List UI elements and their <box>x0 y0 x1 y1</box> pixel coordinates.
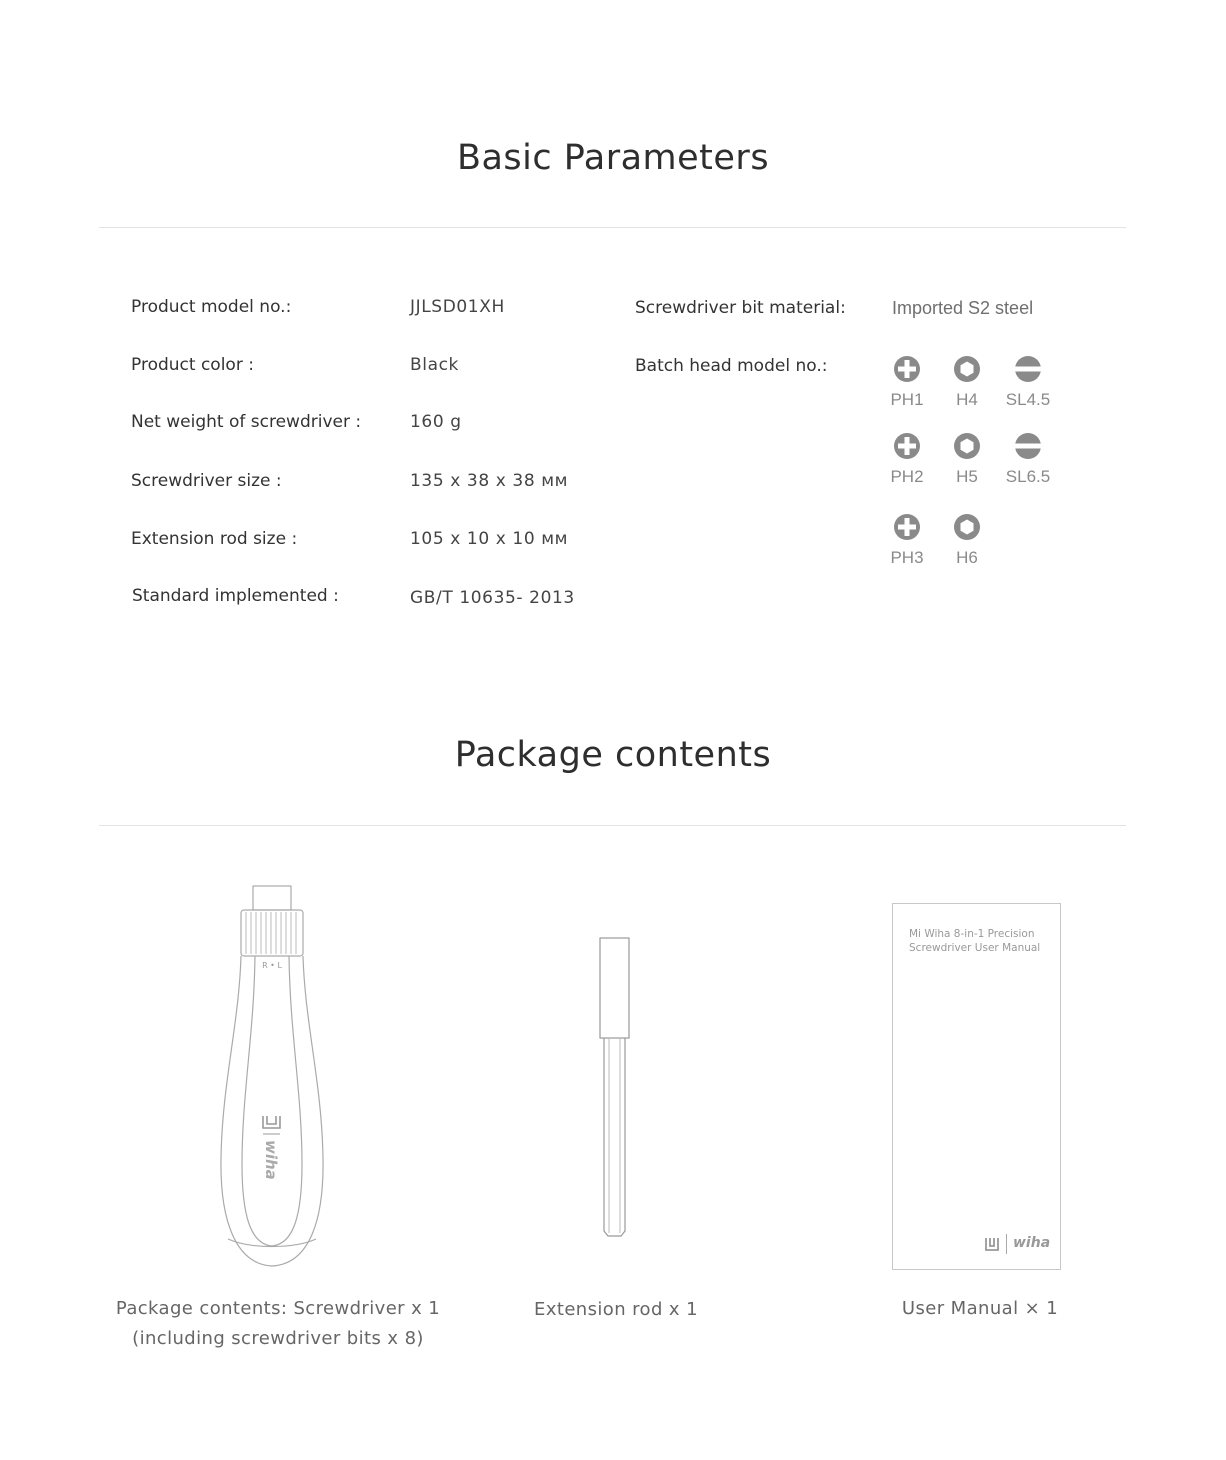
user-manual-illustration <box>892 903 1061 1270</box>
bit-ph1 <box>877 355 937 410</box>
manual-divider <box>1006 1234 1007 1254</box>
param-value-size: 135 x 38 x 38 мм <box>410 471 569 491</box>
manual-title-line2: Screwdriver User Manual <box>909 942 1041 954</box>
bit-material-label: Screwdriver bit material: <box>635 298 846 318</box>
slotted-icon <box>1014 432 1042 460</box>
hex-icon <box>953 513 981 541</box>
bit-label: PH1 <box>890 390 924 409</box>
batch-head-label: Batch head model no.: <box>635 356 828 376</box>
caption-extension-rod <box>480 1295 752 1325</box>
bit-label: H4 <box>956 390 978 409</box>
mi-logo-icon <box>263 1116 280 1128</box>
param-value-rod-size: 105 x 10 x 10 мм <box>410 529 569 549</box>
divider <box>99 825 1126 826</box>
phillips-icon <box>893 432 921 460</box>
phillips-icon <box>893 513 921 541</box>
caption-line: Package contents: Screwdriver x 1 <box>115 1298 441 1319</box>
caption-line: (including screwdriver bits x 8) <box>132 1328 424 1349</box>
bit-label: PH2 <box>890 467 924 486</box>
caption-screwdriver <box>100 1294 456 1354</box>
hex-icon <box>953 355 981 383</box>
param-label-rod-size: Extension rod size : <box>131 529 298 549</box>
bit-label: PH3 <box>890 548 924 567</box>
basic-parameters-title: Basic Parameters <box>456 138 770 178</box>
caption-line: User Manual × 1 <box>901 1298 1059 1319</box>
divider <box>99 227 1126 228</box>
param-label-model: Product model no.: <box>131 297 292 317</box>
bit-h4 <box>937 355 997 410</box>
param-value-model: JJLSD01XH <box>410 297 505 317</box>
param-label-color: Product color : <box>131 355 254 375</box>
brand-text: wiha <box>262 1140 280 1180</box>
bit-ph2 <box>877 432 937 487</box>
param-value-standard: GB/T 10635- 2013 <box>410 588 575 608</box>
caption-line: Extension rod x 1 <box>534 1299 698 1320</box>
phillips-icon <box>893 355 921 383</box>
param-label-size: Screwdriver size : <box>131 471 282 491</box>
bit-label: H5 <box>956 467 978 486</box>
bit-ph3 <box>877 513 937 568</box>
param-value-weight: 160 g <box>410 412 462 432</box>
caption-user-manual <box>860 1294 1100 1324</box>
mi-logo-icon <box>984 1236 1000 1252</box>
bit-label: SL4.5 <box>1005 390 1051 409</box>
bit-label: SL6.5 <box>1005 467 1051 486</box>
bit-h6 <box>937 513 997 568</box>
direction-marking: R • L <box>262 961 282 970</box>
bit-label: H6 <box>956 548 978 567</box>
bit-sl45 <box>998 355 1058 410</box>
param-label-weight: Net weight of screwdriver : <box>131 412 362 432</box>
bit-sl65 <box>998 432 1058 487</box>
manual-brand: wiha <box>1013 1235 1051 1251</box>
manual-title-line1: Mi Wiha 8-in-1 Precision <box>909 928 1035 940</box>
bit-material-value: Imported S2 steel <box>892 298 1034 318</box>
screwdriver-illustration <box>210 884 340 1274</box>
param-label-standard: Standard implemented : <box>132 586 339 606</box>
package-contents-title: Package contents <box>454 735 772 775</box>
param-value-color: Black <box>410 355 459 375</box>
hex-icon <box>953 432 981 460</box>
slotted-icon <box>1014 355 1042 383</box>
extension-rod-illustration <box>595 935 635 1240</box>
bit-h5 <box>937 432 997 487</box>
